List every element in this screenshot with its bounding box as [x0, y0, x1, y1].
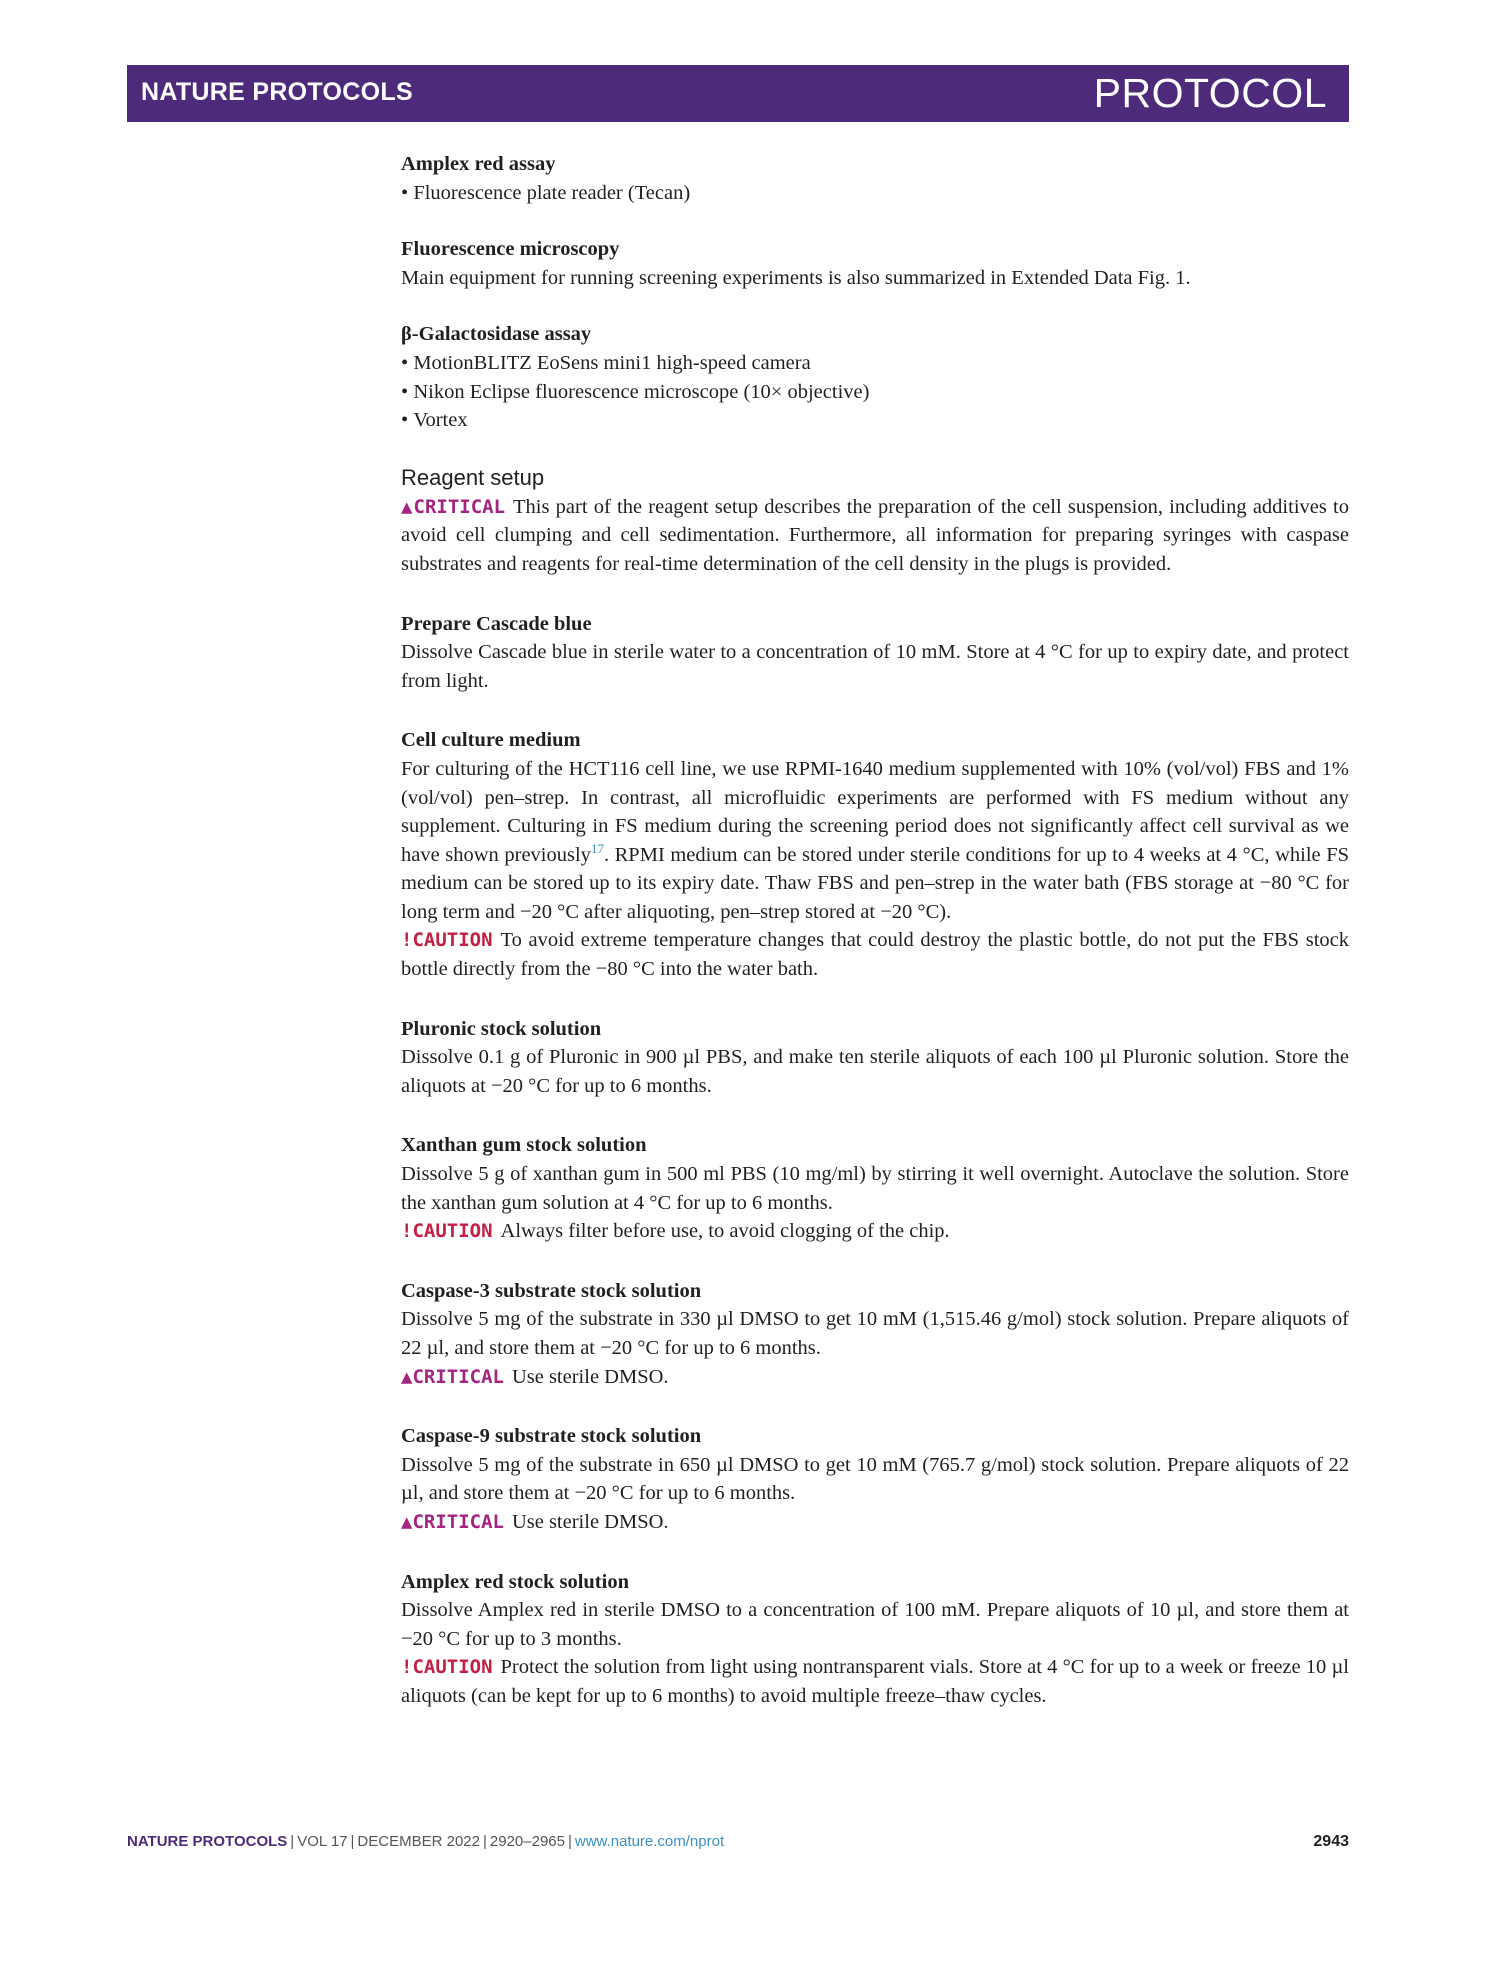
- list-item: • Fluorescence plate reader (Tecan): [401, 179, 1349, 208]
- section-cascade-blue: [401, 610, 1349, 696]
- reference-link[interactable]: 17: [590, 840, 604, 856]
- section-title: Pluronic stock solution: [401, 1017, 602, 1040]
- section-title: Caspase-9 substrate stock solution: [401, 1425, 702, 1448]
- caution-note: [401, 1653, 1349, 1710]
- caution-text: Protect the solution from light using nontransparent vials. Store at 4 °C for up to a week or freeze 10 µl aliquots (can be kept for up to 6 months) to avoid multiple freeze–thaw cycles.: [401, 1656, 1349, 1707]
- section-title: Amplex red stock solution: [401, 1570, 629, 1593]
- list-item: • Vortex: [401, 406, 1349, 435]
- subsection-heading: Reagent setup: [401, 464, 545, 490]
- footer-pages: 2920–2965: [489, 1833, 565, 1850]
- critical-label: ▲CRITICAL: [401, 495, 506, 518]
- footer-date: DECEMBER 2022: [357, 1833, 480, 1850]
- critical-text: Use sterile DMSO.: [511, 1510, 669, 1533]
- footer-volume: VOL 17: [297, 1833, 348, 1850]
- critical-note: [401, 493, 1349, 579]
- journal-name: NATURE PROTOCOLS: [141, 78, 413, 106]
- caution-label: !CAUTION: [401, 929, 493, 952]
- section-amplex-assay: [401, 150, 1349, 207]
- section-text: Dissolve Cascade blue in sterile water to a concentration of 10 mM. Store at 4 °C for up to expiry date, and protect from light.: [401, 641, 1349, 692]
- section-title: Fluorescence microscopy: [401, 238, 620, 261]
- caution-note: [401, 926, 1349, 983]
- list-item: • MotionBLITZ EoSens mini1 high-speed camera: [401, 349, 1349, 378]
- page-footer: NATURE PROTOCOLS | VOL 17 | DECEMBER 2022 | 2920–2965 | www.nature.com/nprot 2943: [127, 1833, 1349, 1850]
- critical-text: This part of the reagent setup describes the preparation of the cell suspension, including additives to avoid cell clumping and cell sedimentation. Furthermore, all information for preparing syringes with caspase substrates and reagents for real-time determination of the cell density in the plugs is provided.: [401, 495, 1349, 575]
- section-title: Prepare Cascade blue: [401, 612, 592, 635]
- section-galactosidase: [401, 320, 1349, 434]
- critical-text: Use sterile DMSO.: [511, 1365, 669, 1388]
- page-content: [401, 150, 1349, 1742]
- text-part: For culturing of the HCT116 cell line, we use RPMI-1640 medium supplemented with 10% (vol/vol) FBS and 1% (vol/vol) pen–strep. In contrast, all microfluidic experiments are performed with FS medium without any supplement. Culturing in FS medium during the screening period does not significantly affect cell survival as we have shown previously: [401, 757, 1349, 866]
- section-caspase-3: [401, 1277, 1349, 1391]
- section-title: β-Galactosidase assay: [401, 323, 592, 346]
- section-title: Xanthan gum stock solution: [401, 1134, 647, 1157]
- section-text: [401, 755, 1349, 927]
- section-text: Dissolve 5 mg of the substrate in 650 µl DMSO to get 10 mM (765.7 g/mol) stock solution. Prepare aliquots of 22 µl, and store them at −20 °C for up to 6 months.: [401, 1453, 1349, 1505]
- section-text: Main equipment for running screening experiments is also summarized in Extended Data Fig. 1.: [401, 266, 1191, 289]
- section-title: Cell culture medium: [401, 729, 581, 752]
- section-cell-culture-medium: [401, 726, 1349, 983]
- caution-label: !CAUTION: [401, 1220, 493, 1243]
- critical-label: ▲CRITICAL: [401, 1365, 504, 1388]
- section-caspase-9: [401, 1422, 1349, 1536]
- section-title: Caspase-3 substrate stock solution: [401, 1279, 702, 1302]
- section-text: Dissolve 5 g of xanthan gum in 500 ml PBS (10 mg/ml) by stirring it well overnight. Autoclave the solution. Store the xanthan gum solution at 4 °C for up to 6 months.: [401, 1163, 1349, 1214]
- section-text: Dissolve 5 mg of the substrate in 330 µl DMSO to get 10 mM (1,515.46 g/mol) stock solution. Prepare aliquots of 22 µl, and store them at −20 °C for up to 6 months.: [401, 1308, 1349, 1359]
- article-type: PROTOCOL: [1093, 70, 1327, 116]
- caution-note: [401, 1217, 1349, 1246]
- caution-text: To avoid extreme temperature changes that could destroy the plastic bottle, do not put the FBS stock bottle directly from the −80 °C into the water bath.: [401, 929, 1349, 981]
- footer-url-link[interactable]: www.nature.com/nprot: [574, 1833, 725, 1850]
- section-text: Dissolve 0.1 g of Pluronic in 900 µl PBS, and make ten sterile aliquots of each 100 µl Pluronic solution. Store the aliquots at −20 °C for up to 6 months.: [401, 1046, 1349, 1097]
- critical-note: [401, 1363, 1349, 1392]
- section-text: Dissolve Amplex red in sterile DMSO to a concentration of 100 mM. Prepare aliquots of 10 µl, and store them at −20 °C for up to 3 months.: [401, 1599, 1349, 1650]
- section-xanthan: [401, 1131, 1349, 1245]
- caution-label: !CAUTION: [401, 1656, 493, 1679]
- section-title: Amplex red assay: [401, 153, 556, 175]
- list-item: • Nikon Eclipse fluorescence microscope (10× objective): [401, 378, 1349, 407]
- section-amplex-stock: [401, 1568, 1349, 1711]
- header-banner: [127, 65, 1349, 122]
- section-pluronic: [401, 1015, 1349, 1101]
- text-part: . RPMI medium can be stored under sterile conditions for up to 4 weeks at 4 °C, while FS medium can be stored up to its expiry date. Thaw FBS and pen–strep in the water bath (FBS storage at −80 °C for long term and −20 °C after aliquoting, pen–strep stored at −20 °C).: [401, 843, 1350, 923]
- caution-text: Always filter before use, to avoid clogging of the chip.: [500, 1220, 950, 1243]
- page-number: 2943: [1313, 1833, 1349, 1850]
- section-reagent-setup: [401, 463, 1349, 579]
- footer-journal: NATURE PROTOCOLS: [127, 1833, 288, 1850]
- critical-label: ▲CRITICAL: [401, 1510, 504, 1533]
- critical-note: [401, 1508, 1349, 1537]
- section-fluorescence-microscopy: [401, 235, 1349, 292]
